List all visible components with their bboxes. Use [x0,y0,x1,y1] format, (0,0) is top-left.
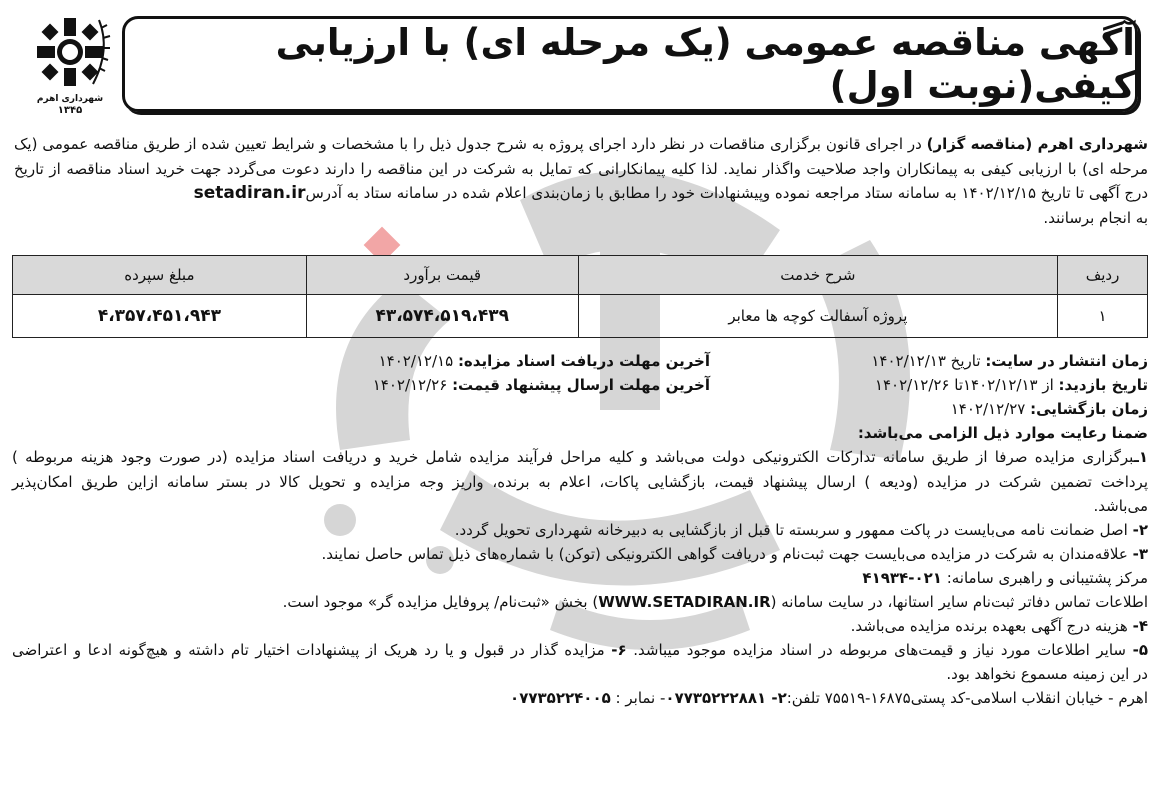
intro-line-3: مناقصه از تاریخ درج آگهی تا تاریخ ۱۴۰۲/۱۲/۱۵ به سامانه ستاد مراجعه نموده وپیشنهادات خود را مطابق با زمان‌بندی اعلام شده در سامانه ستاد به آدرس [14,159,1148,202]
term-3-line [12,542,1148,566]
term-1-number: ۱ـ [1133,448,1148,466]
doc-deadline-value: ۱۴۰۲/۱۲/۱۵ [378,352,454,370]
cell-row-no: ۱ [1058,295,1148,338]
col-header-row-no: ردیف [1058,256,1148,295]
logo-caption: شهرداری اهرم [36,94,104,104]
tender-table [12,255,1148,338]
bid-deadline-value: ۱۴۰۲/۱۲/۲۶ [372,376,448,394]
support-label: مرکز پشتیبانی و راهبری سامانه: [946,569,1148,587]
page-title: آگهی مناقصه عمومی (یک مرحله ای) با ارزیابی کیفی(نوبت اول) [275,21,1135,107]
setadiran-site-link[interactable]: WWW.SETADIRAN.IR [598,593,771,611]
opening-label: زمان بازگشایی: [1030,400,1148,418]
terms-heading-line [12,421,1148,445]
opening-date-line [951,397,1148,421]
setadiran-link[interactable]: setadiran.ir [193,183,306,203]
cell-estimate: ۴۳،۵۷۴،۵۱۹،۴۳۹ [306,295,578,338]
municipality-emblem-icon [25,12,115,94]
term-6-text: مزایده گذار در قبول و یا رد هریک از پیشنهادات اختیار تام داشته و هیچ‌گونه ادعا و اعتراضی [12,641,605,659]
term-3-number: ۳- [1132,545,1148,563]
term-1-line-a [12,445,1148,469]
cell-deposit: ۴،۳۵۷،۴۵۱،۹۴۳ [13,295,307,338]
term-1-text-c: می‌باشد. [1093,497,1148,515]
visit-value: از ۱۴۰۲/۱۲/۱۳تا ۱۴۰۲/۱۲/۲۶ [874,376,1054,394]
info-text-b: ) بخش «ثبت‌نام/ پروفایل مزایده گر» موجود است. [282,593,599,611]
table-header-row [13,256,1148,295]
term-6-text-b: در این زمینه مسموع نخواهد بود. [946,665,1148,683]
logo-year: ۱۳۴۵ [57,105,83,116]
bid-deadline-label: آخرین مهلت ارسال پیشنهاد قیمت: [452,376,710,394]
support-phone: ۰۲۱-۴۱۹۳۴ [862,569,942,587]
term-2-line [12,518,1148,542]
footer-phone: ۲- ۰۷۷۳۵۲۲۲۸۸۱ [665,689,787,707]
opening-value: ۱۴۰۲/۱۲/۲۷ [950,400,1026,418]
term-1-line-c [12,494,1148,518]
term-4-text: هزینه درج آگهی بعهده برنده مزایده می‌باشد. [850,617,1128,635]
intro-paragraph [14,132,1148,230]
col-header-estimate: قیمت برآورد [306,256,578,295]
visit-label: تاریخ بازدید: [1058,376,1148,394]
doc-deadline-label: آخرین مهلت دریافت اسناد مزایده: [457,352,710,370]
term-1-line-b [12,470,1148,494]
term-5-number: ۵- [1132,641,1148,659]
publish-date-line [871,349,1148,373]
publish-value: تاریخ ۱۴۰۲/۱۲/۱۳ [871,352,981,370]
term-4-number: ۴- [1132,617,1148,635]
title-box [122,16,1138,112]
publish-label: زمان انتشار در سایت: [985,352,1148,370]
footer-address: اهرم - خیابان انقلاب اسلامی-کد پستی۱۶۸۷۵-۷۵۵۱۹ تلفن: [786,689,1148,707]
support-line [12,566,1148,590]
footer-address-line [12,686,1148,710]
term-6-line-b [12,662,1148,686]
col-header-service: شرح خدمت [578,256,1057,295]
intro-line-1: در اجرای قانون برگزاری مناقصات در نظر دارد اجرای پروژه به شرح جدول ذیل را با مشخصات و شرایط تعیین شده از طریق مناقصه عمومی [42,135,922,153]
municipality-logo [20,12,120,120]
term-2-number: ۲- [1132,521,1148,539]
col-header-deposit: مبلغ سپرده [13,256,307,295]
bid-deadline-line [373,373,710,397]
term-3-text: علاقه‌مندان به شرکت در مزایده می‌بایست جهت ثبت‌نام و دریافت گواهی الکترونیکی (توکن) با شماره‌های ذیل تماس حاصل نمایند. [321,545,1128,563]
term-5-text: سایر اطلاعات مورد نیاز و قیمت‌های مربوطه در اسناد مزایده موجود میباشد. [633,641,1126,659]
footer-fax: ۰۷۷۳۵۲۲۴۰۰۵ [510,689,611,707]
footer-fax-label: - نمابر : [615,689,666,707]
intro-line-4: به انجام برسانند. [1043,208,1148,227]
info-line [12,590,1148,614]
doc-deadline-line [379,349,710,373]
organizer-name: شهرداری اهرم (مناقصه گزار) [926,135,1148,153]
term-1-text-b: پرداخت تضمین شرکت در مزایده (ودیعه ) ارسال پیشنهاد قیمت، بازگشایی پاکات، اعلام به برنده، واریز وجه مزایده و تحویل کالا در بستر سامانه ازاین طریق امکان‌پذیر [12,473,1148,491]
intro-line-2: (یک مرحله ای) با ارزیابی کیفی به پیمانکاران واجد صلاحیت واگذار نماید. لذا کلیه پیمانکارانی که تمایل به شرکت در این مناقصه را دارند دعوت می‌گردد جهت خرید اسناد [14,135,1148,178]
table-row [13,295,1148,338]
term-4-line [12,614,1148,638]
term-1-text-a: برگزاری مزایده صرفا از طریق سامانه تدارکات الکترونیکی دولت می‌باشد و کلیه مراحل فرآیند مزایده شامل خرید و دریافت اسناد مزایده (در صورت وجود هزینه مربوطه ) [12,448,1134,466]
cell-service: پروژه آسفالت کوچه ها معابر [578,295,1057,338]
info-text-a: اطلاعات تماس دفاتر ثبت‌نام سایر استانها، در سایت سامانه ( [770,593,1148,611]
term-2-text: اصل ضمانت نامه می‌بایست در پاکت ممهور و سربسته تا قبل از بازگشایی به دبیرخانه شهرداری تحویل گردد. [454,521,1128,539]
term-6-number: ۶- [611,641,627,659]
terms-heading: ضمنا رعایت موارد ذیل الزامی می‌باشد: [857,424,1148,442]
visit-date-line [875,373,1148,397]
term-5-line [12,638,1148,662]
